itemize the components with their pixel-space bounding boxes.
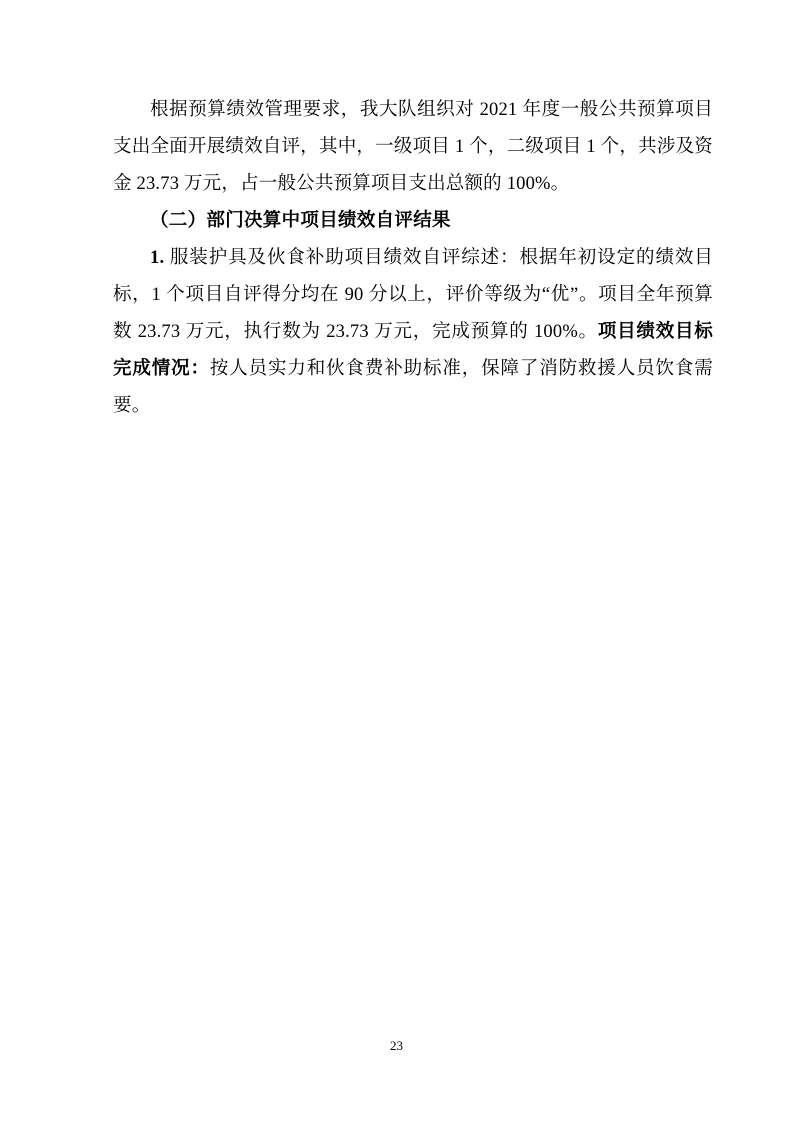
paragraph-budget-performance-overview: 根据预算绩效管理要求，我大队组织对 2021 年度一般公共预算项目支出全面开展绩效自评，其中，一级项目 1 个，二级项目 1 个，共涉及资金 23.73 万元，占一般公共预算项目支出总额的 100%。 (113, 100, 713, 194)
item-text-bold-label: 项目绩效目标完成情况： (113, 322, 713, 379)
page-number: 23 (390, 1038, 403, 1053)
paragraph-item-one (113, 240, 713, 425)
heading-section-two: （二）部门决算中项目绩效自评结果 (150, 211, 451, 231)
item-text-part-one: 服装护具及伙食补助项目绩效自评综述：根据年初设定的绩效目标，1 个项目自评得分均在 90 分以上，评价等级为“优”。项目全年预算数 23.73 万元，执行数为 23.73 万元，完成预算的 100%。 (113, 248, 714, 342)
page-content (113, 92, 713, 425)
item-text-part-two: 按人员实力和伙食费补助标准，保障了消防救援人员饮食需要。 (113, 359, 713, 416)
item-number: 1. (150, 248, 165, 268)
